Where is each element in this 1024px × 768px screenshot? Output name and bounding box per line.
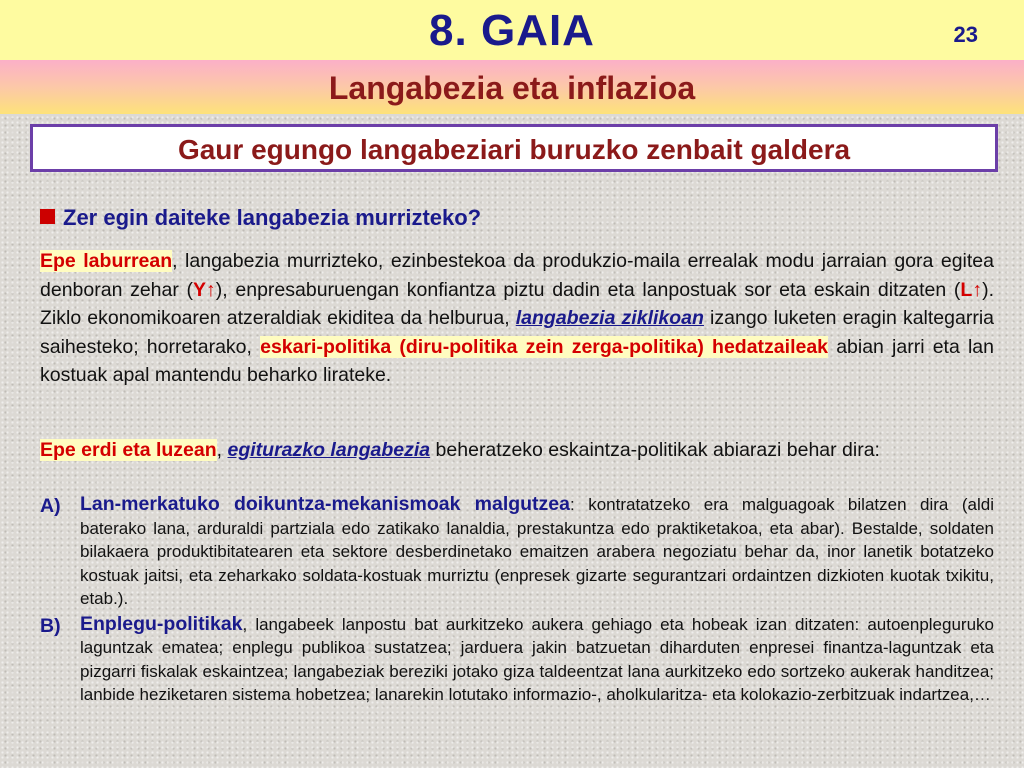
list-item-text: [80, 493, 994, 611]
p1-text-4: izango luketen eragin kaltegarria saihesteko; horretarako,: [40, 307, 994, 358]
labour-up-symbol: L↑: [960, 278, 983, 301]
p1-text-5: abian jarri eta lan kostuak apal mantendu beharko lirateke.: [40, 335, 994, 386]
list-item-body: : kontratatzeko era malguagoak bilatzen dira (aldi baterako lana, arduraldi partziala edo zatikako lanaldia, prestakuntza edo praktiketakoa, eta abar). Bestalde, soldaten bilakaera produktibitatearen eta sektore desberdinetako emaitzen arabera negoziatu behar da, inor lanetik botatzeko kostuak jaitsi, eta zeharkako soldata-kostuak murriztu (enpresek gizarte segurantzari ordaintzen dizkioten kuotak txikitu, etab.).: [80, 495, 994, 608]
list-marker: A): [40, 495, 61, 517]
page-title: 8. GAIA: [429, 6, 595, 55]
question-heading: [40, 205, 1000, 231]
paragraph-short-term: [40, 247, 994, 390]
list-marker: B): [40, 614, 61, 637]
page-number: 23: [953, 22, 978, 47]
long-term-lead: Epe erdi eta luzean: [40, 439, 217, 461]
policy-list: [40, 493, 994, 709]
p1-text-2: ), enpresaburuengan konfiantza piztu dadin eta lanpostuak sor eta eskain ditzaten (: [215, 278, 961, 301]
section-title: Gaur egungo langabeziari buruzko zenbait galdera: [177, 134, 851, 165]
structural-unemployment-term: egiturazko langabezia: [227, 439, 431, 461]
square-bullet-icon: [40, 209, 55, 224]
p2-text-1: ,: [216, 439, 228, 461]
list-item-text: [80, 613, 994, 707]
short-term-lead: Epe laburrean: [40, 250, 173, 272]
list-item: [40, 613, 994, 707]
page-subtitle: Langabezia eta inflazioa: [328, 70, 696, 106]
p1-text-3: ). Ziklo ekonomikoaren atzeraldiak ekiditea da helburua,: [40, 278, 994, 329]
list-item-heading: Lan-merkatuko doikuntza-mekanismoak malgutzea: [80, 493, 570, 515]
output-up-symbol: Y↑: [193, 278, 216, 301]
question-text: Zer egin daiteke langabezia murrizteko?: [63, 205, 482, 230]
p2-text-2: beheratzeko eskaintza-politikak abiarazi behar dira:: [430, 439, 880, 461]
demand-policy-term: eskari-politika (diru-politika zein zerga-politika) hedatzaileak: [260, 335, 829, 358]
p1-text-1: , langabezia murrizteko, ezinbestekoa da produkzio-maila errealak modu jarraian gora egitea denboran zehar (: [40, 250, 995, 301]
list-item-heading: Enplegu-politikak: [80, 612, 243, 635]
paragraph-long-term: [40, 436, 994, 465]
list-item-body: , langabeek lanpostu bat aurkitzeko aukera gehiago eta hobeak izan ditzaten: autoenpleguruko laguntzak ematea; enplegu publikoa sustatzea; jarduera jakin batzuetan diharduten enpresei finantza-laguntzak eta pizgarri fiskalak eskaintzea; langabeziak bereziki jotako giza taldeentzat lana aurkitzeko edo sortzeko aukerak handitzea; lanbide heziketaren sistema hobetzea; lanarekin lotutako informazio-, aholkularitza- eta kolokazio-zerbitzuak indartzea,…: [80, 614, 994, 704]
cyclical-unemployment-term: langabezia ziklikoan: [515, 307, 704, 329]
list-item: [40, 493, 994, 611]
